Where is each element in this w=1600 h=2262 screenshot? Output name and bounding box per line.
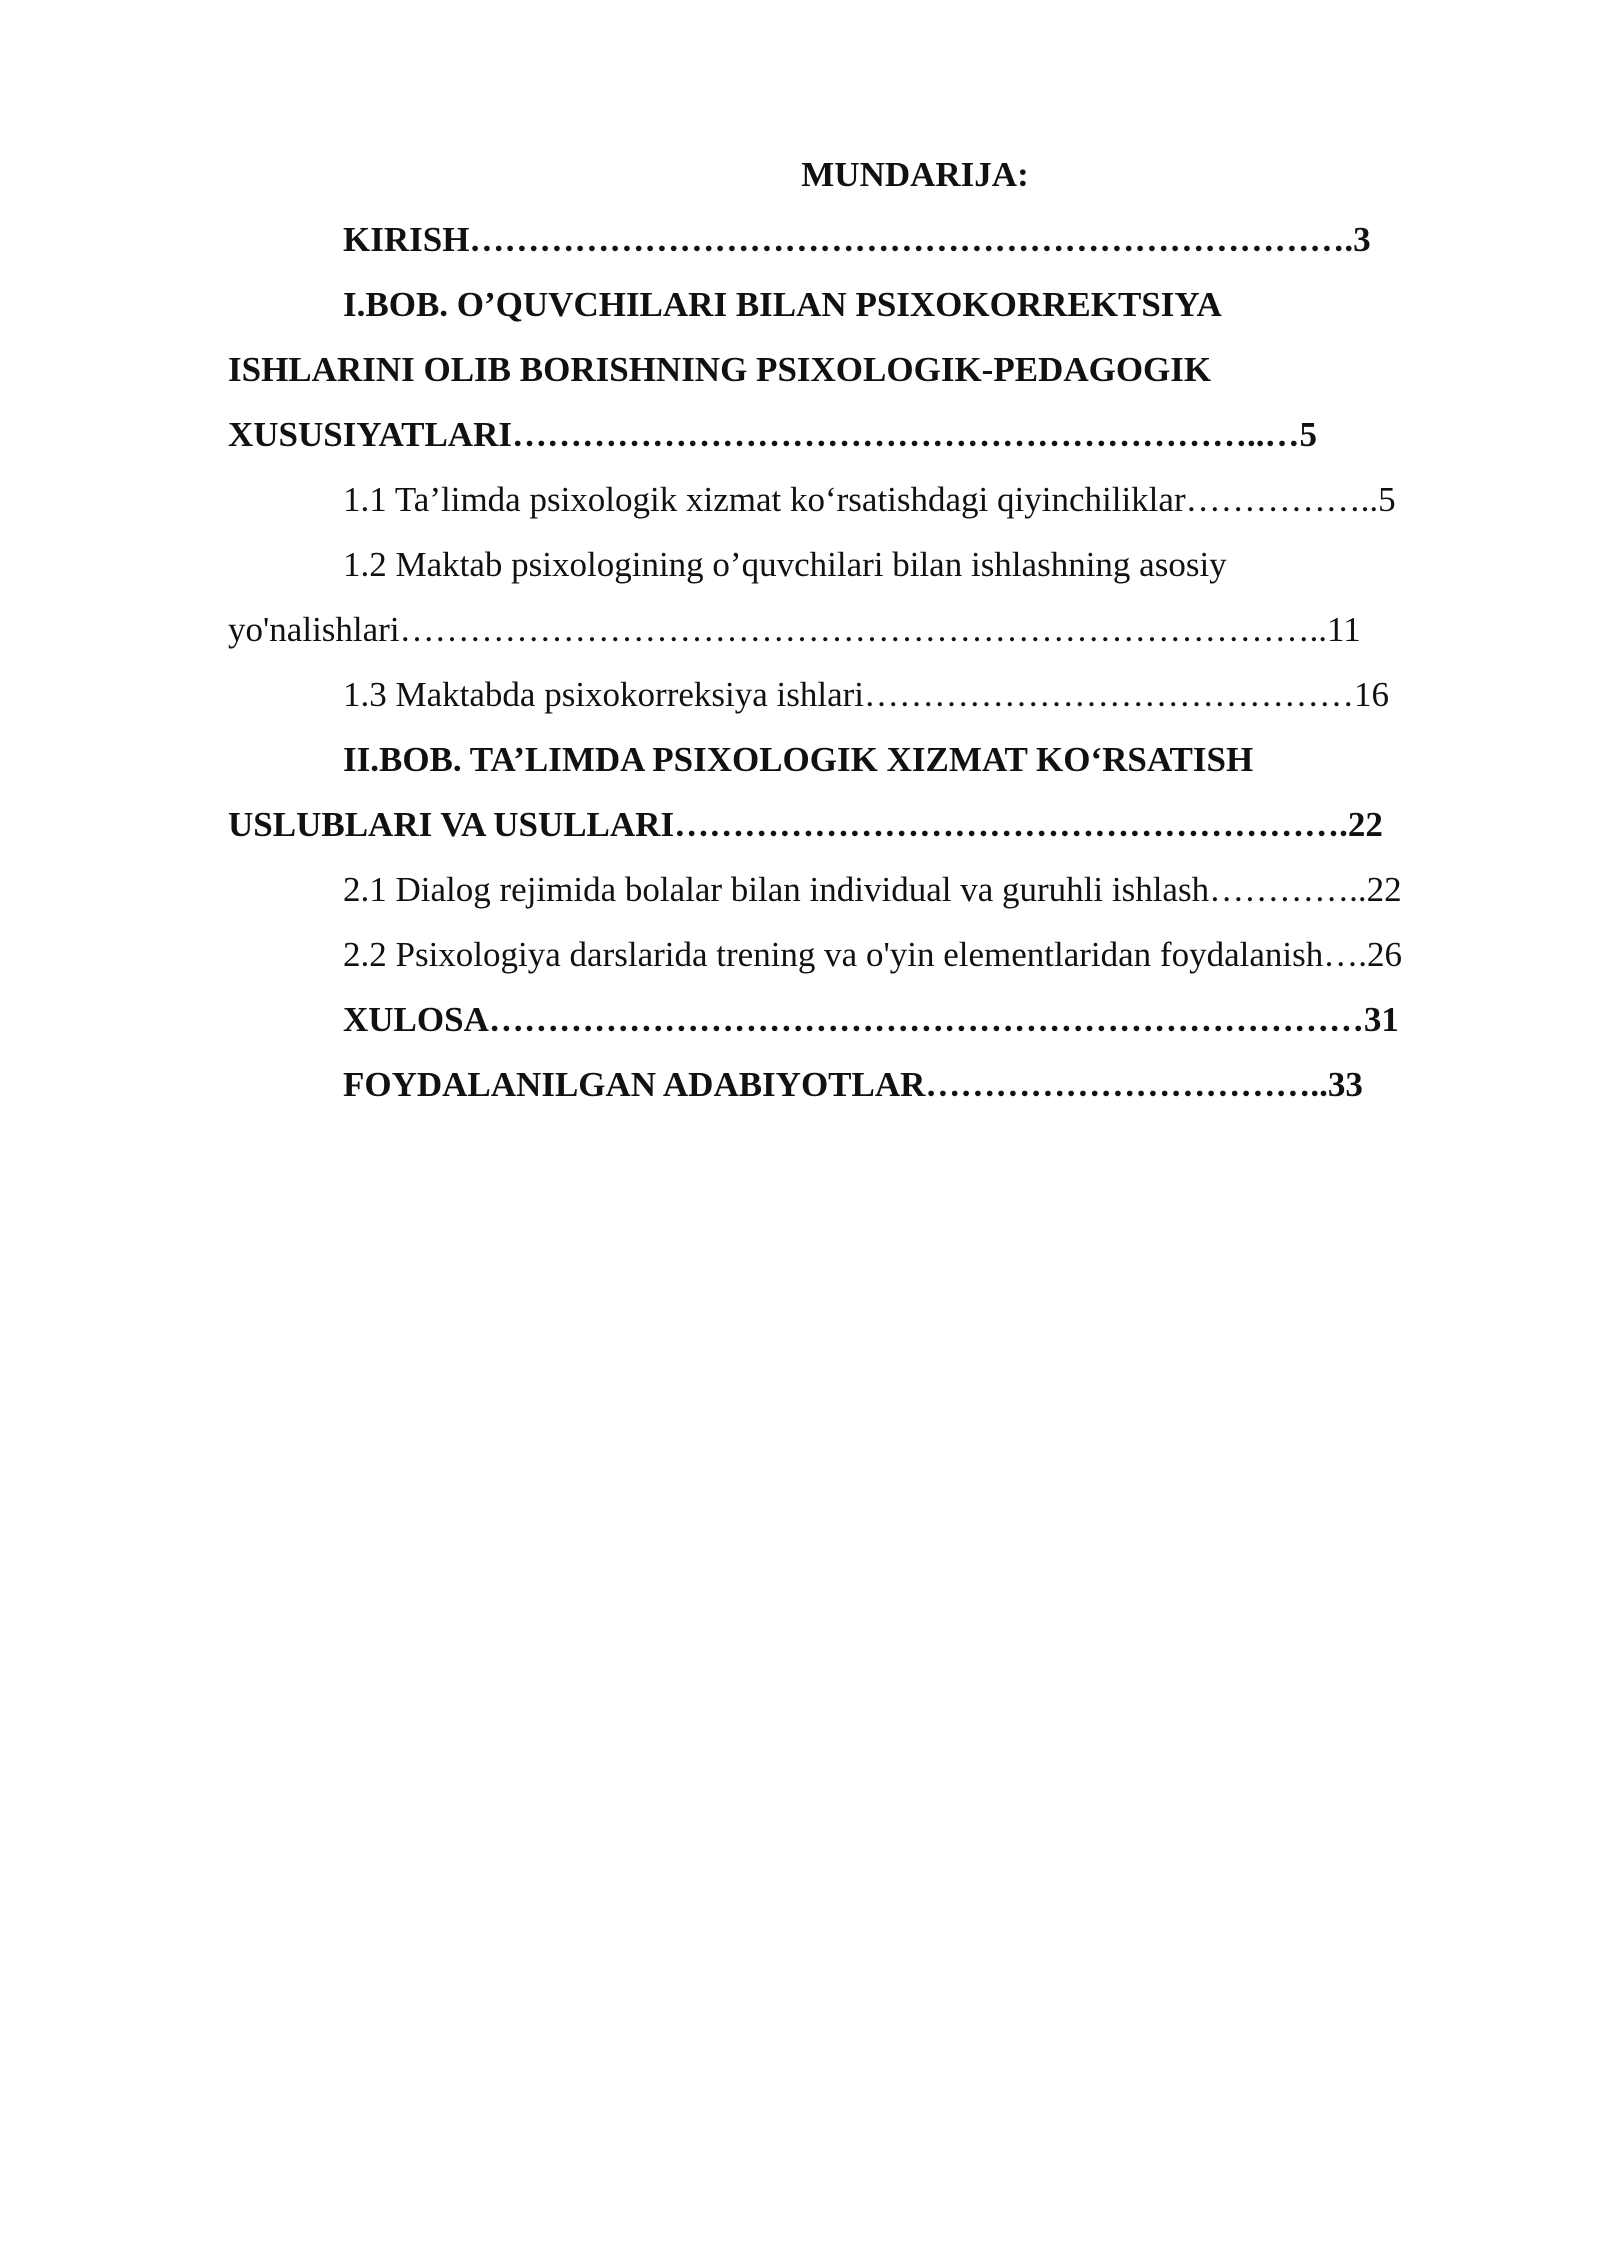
- toc-entry-section-1-1: 1.1 Ta’limda psixologik xizmat ko‘rsatishdagi qiyinchiliklar……………..5: [343, 480, 1396, 519]
- toc-entry-section-1-3: 1.3 Maktabda psixokorreksiya ishlari……………………………………16: [343, 675, 1390, 714]
- toc-entry-kirish: KIRISH………………………………………………………………….3: [343, 220, 1371, 259]
- toc-entry-section-2-1: 2.1 Dialog rejimida bolalar bilan individual va guruhli ishlash…………..22: [343, 870, 1402, 909]
- toc-entry-references: FOYDALANILGAN ADABIYOTLAR……………………………..33: [343, 1065, 1363, 1104]
- toc-entry-xulosa: XULOSA…………………………………………………………………31: [343, 1000, 1399, 1039]
- toc-entry-chapter-1-line-3: XUSUSIYATLARI………………………………………………………..…5: [228, 415, 1317, 454]
- toc-entry-chapter-1-line-1: I.BOB. O’QUVCHILARI BILAN PSIXOKORREKTSIYA: [343, 285, 1222, 324]
- toc-entry-chapter-2-line-1: II.BOB. TA’LIMDA PSIXOLOGIK XIZMAT KO‘RSATISH: [343, 740, 1254, 779]
- toc-entry-section-2-2: 2.2 Psixologiya darslarida trening va o'yin elementlaridan foydalanish….26: [343, 935, 1402, 974]
- toc-entry-section-1-2-line-1: 1.2 Maktab psixologining o’quvchilari bilan ishlashning asosiy: [343, 545, 1227, 584]
- toc-entry-chapter-2-line-2: USLUBLARI VA USULLARI………………………………………………….22: [228, 805, 1383, 844]
- toc-entry-chapter-1-line-2: ISHLARINI OLIB BORISHNING PSIXOLOGIK-PEDAGOGIK: [228, 350, 1212, 389]
- toc-entry-section-1-2-line-2: yo'nalishlari……………………………………………………………………..11: [228, 610, 1361, 649]
- page-title: MUNDARIJA:: [801, 155, 1029, 194]
